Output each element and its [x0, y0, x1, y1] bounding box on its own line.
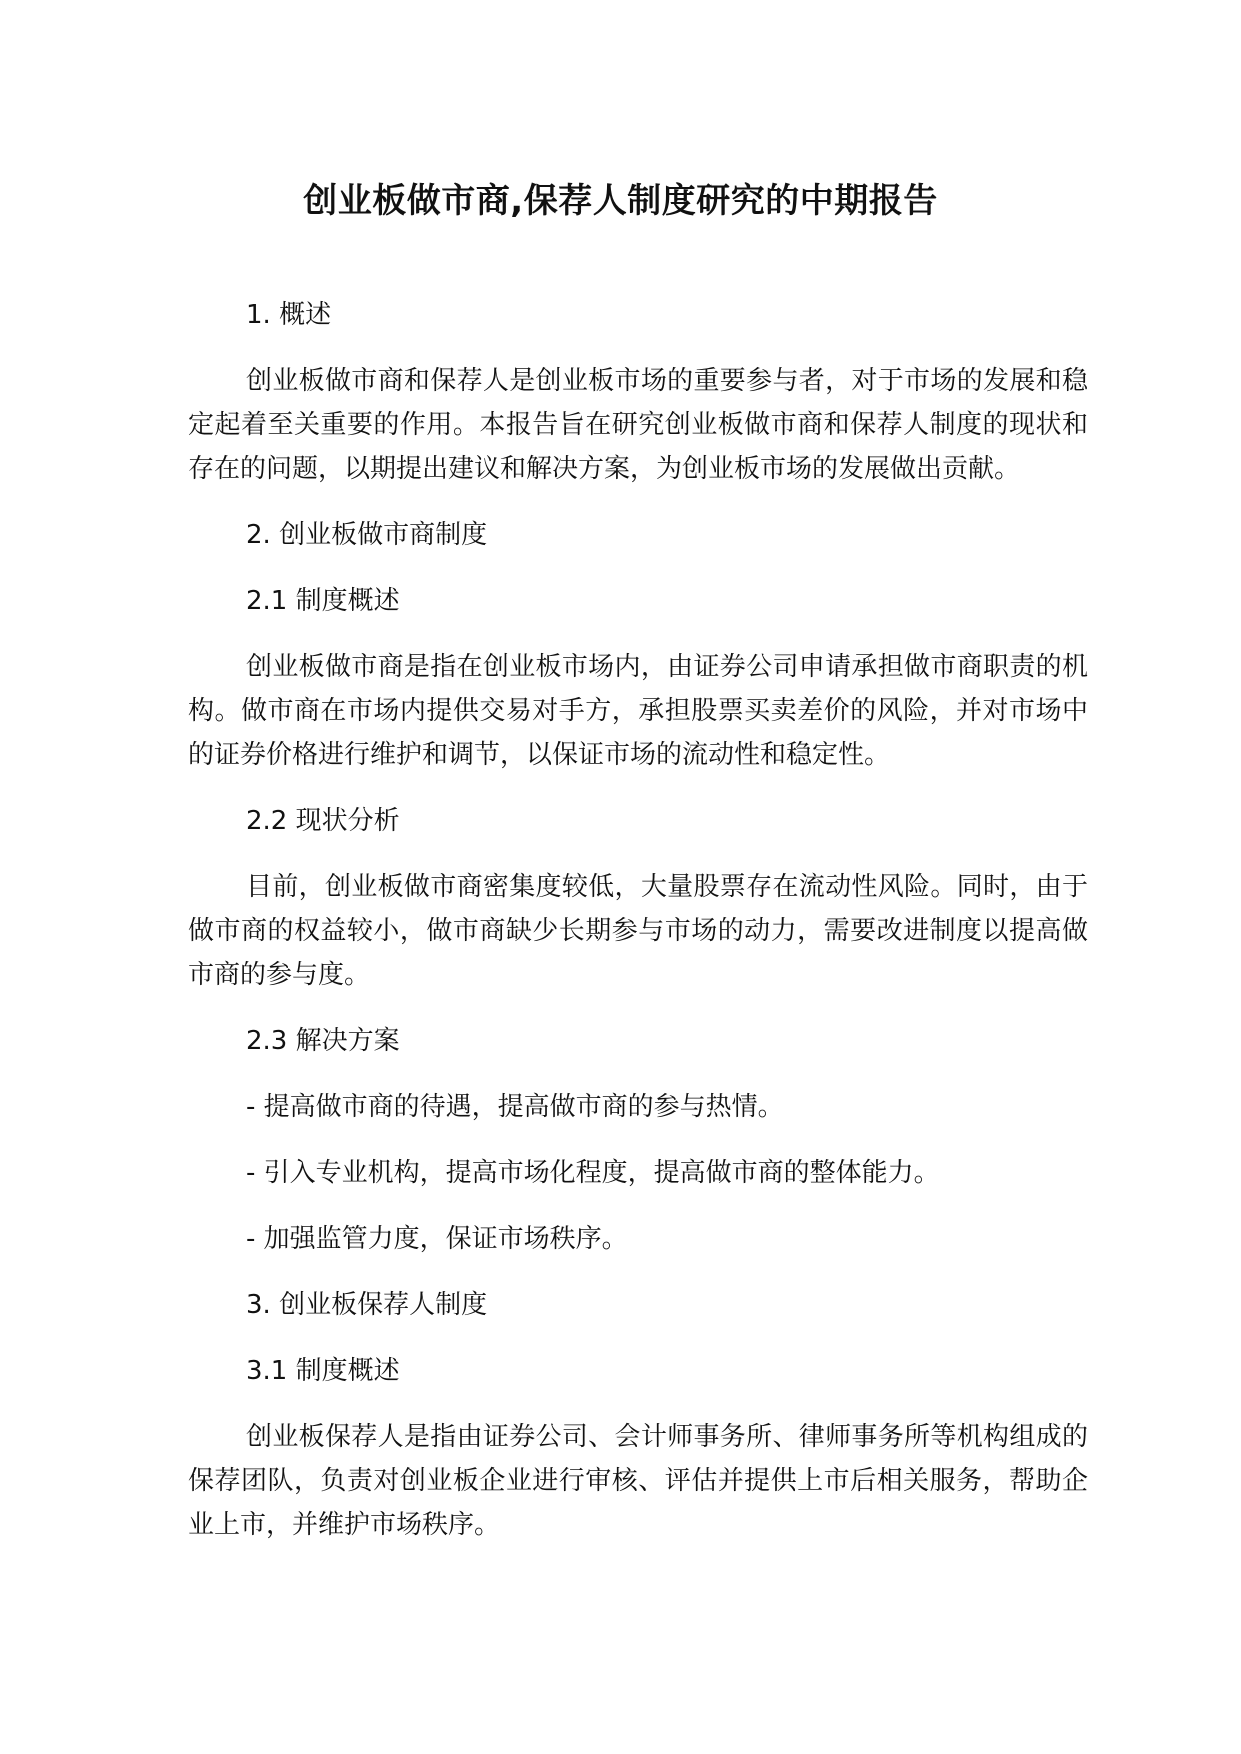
section-2-3-bullet-1: - 提高做市商的待遇，提高做市商的参与热情。 — [246, 1092, 784, 1122]
section-1-heading: 1. 概述 — [246, 300, 332, 330]
section-3-1-paragraph: 创业板保荐人是指由证券公司、会计师事务所、律师事务所等机构组成的保荐团队，负责对创业板企业进行审核、评估并提供上市后相关服务，帮助企业上市，并维护市场秩序。 — [188, 1422, 1088, 1540]
section-1-paragraph: 创业板做市商和保荐人是创业板市场的重要参与者，对于市场的发展和稳定起着至关重要的作用。本报告旨在研究创业板做市商和保荐人制度的现状和存在的问题，以期提出建议和解决方案，为创业板市场的发展做出贡献。 — [188, 366, 1088, 484]
document-title: 创业板做市商,保荐人制度研究的中期报告 — [303, 181, 938, 221]
section-2-3-heading: 2.3 解决方案 — [246, 1026, 400, 1056]
section-2-1-heading: 2.1 制度概述 — [246, 586, 400, 616]
section-2-1-paragraph: 创业板做市商是指在创业板市场内，由证券公司申请承担做市商职责的机构。做市商在市场内提供交易对手方，承担股票买卖差价的风险，并对市场中的证券价格进行维护和调节，以保证市场的流动性和稳定性。 — [188, 652, 1088, 770]
section-3-heading: 3. 创业板保荐人制度 — [246, 1290, 488, 1320]
section-3-1-heading: 3.1 制度概述 — [246, 1356, 400, 1386]
section-2-heading: 2. 创业板做市商制度 — [246, 520, 488, 550]
section-2-2-paragraph: 目前，创业板做市商密集度较低，大量股票存在流动性风险。同时，由于做市商的权益较小，做市商缺少长期参与市场的动力，需要改进制度以提高做市商的参与度。 — [188, 872, 1088, 990]
section-2-3-bullet-2: - 引入专业机构，提高市场化程度，提高做市商的整体能力。 — [246, 1158, 940, 1188]
section-2-3-bullet-3: - 加强监管力度，保证市场秩序。 — [246, 1224, 628, 1254]
section-2-2-heading: 2.2 现状分析 — [246, 806, 400, 836]
document-body — [188, 293, 1088, 1569]
